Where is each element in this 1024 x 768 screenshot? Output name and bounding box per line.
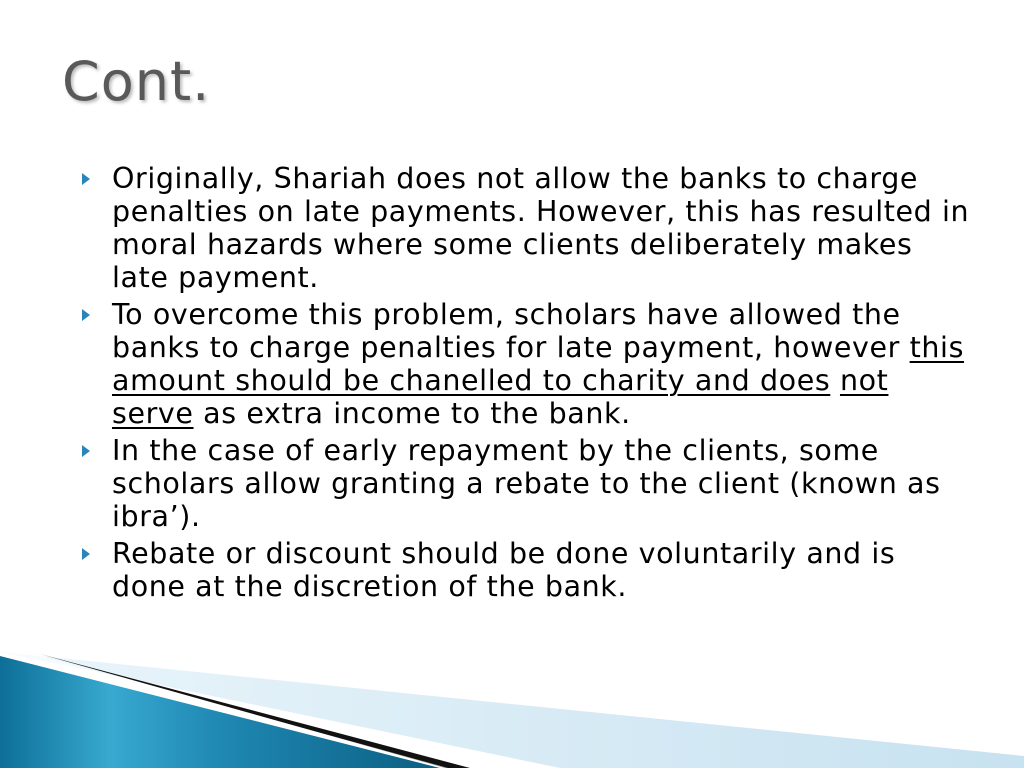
triangle-right-icon <box>82 309 90 321</box>
underlined-phrase: not serve <box>112 364 889 430</box>
slide-title: Cont. <box>62 50 211 113</box>
bullet-text-space <box>830 364 840 397</box>
bullet-item <box>80 298 970 430</box>
bullet-item <box>80 537 970 603</box>
bullet-text: Originally, Shariah does not allow the banks to charge penalties on late payments. However, this has resulted in moral hazards where some clients deliberately makes late payment. <box>112 162 970 294</box>
bullet-text: In the case of early repayment by the clients, some scholars allow granting a rebate to the client (known as ibra’). <box>112 434 941 533</box>
bullet-text-part: To overcome this problem, scholars have allowed the banks to charge penalties for late payment, however <box>112 298 910 364</box>
triangle-right-icon <box>82 548 90 560</box>
bullet-item <box>80 434 970 533</box>
bullet-text-part: as extra income to the bank. <box>193 397 631 430</box>
bullet-list <box>80 162 970 607</box>
triangle-right-icon <box>82 173 90 185</box>
triangle-right-icon <box>82 445 90 457</box>
bullet-text: Rebate or discount should be done voluntarily and is done at the discretion of the bank. <box>112 537 896 603</box>
underlined-phrase: this amount should be chanelled to charity and does <box>112 331 965 397</box>
bullet-item <box>80 162 970 294</box>
decorative-swoosh <box>0 638 1024 768</box>
